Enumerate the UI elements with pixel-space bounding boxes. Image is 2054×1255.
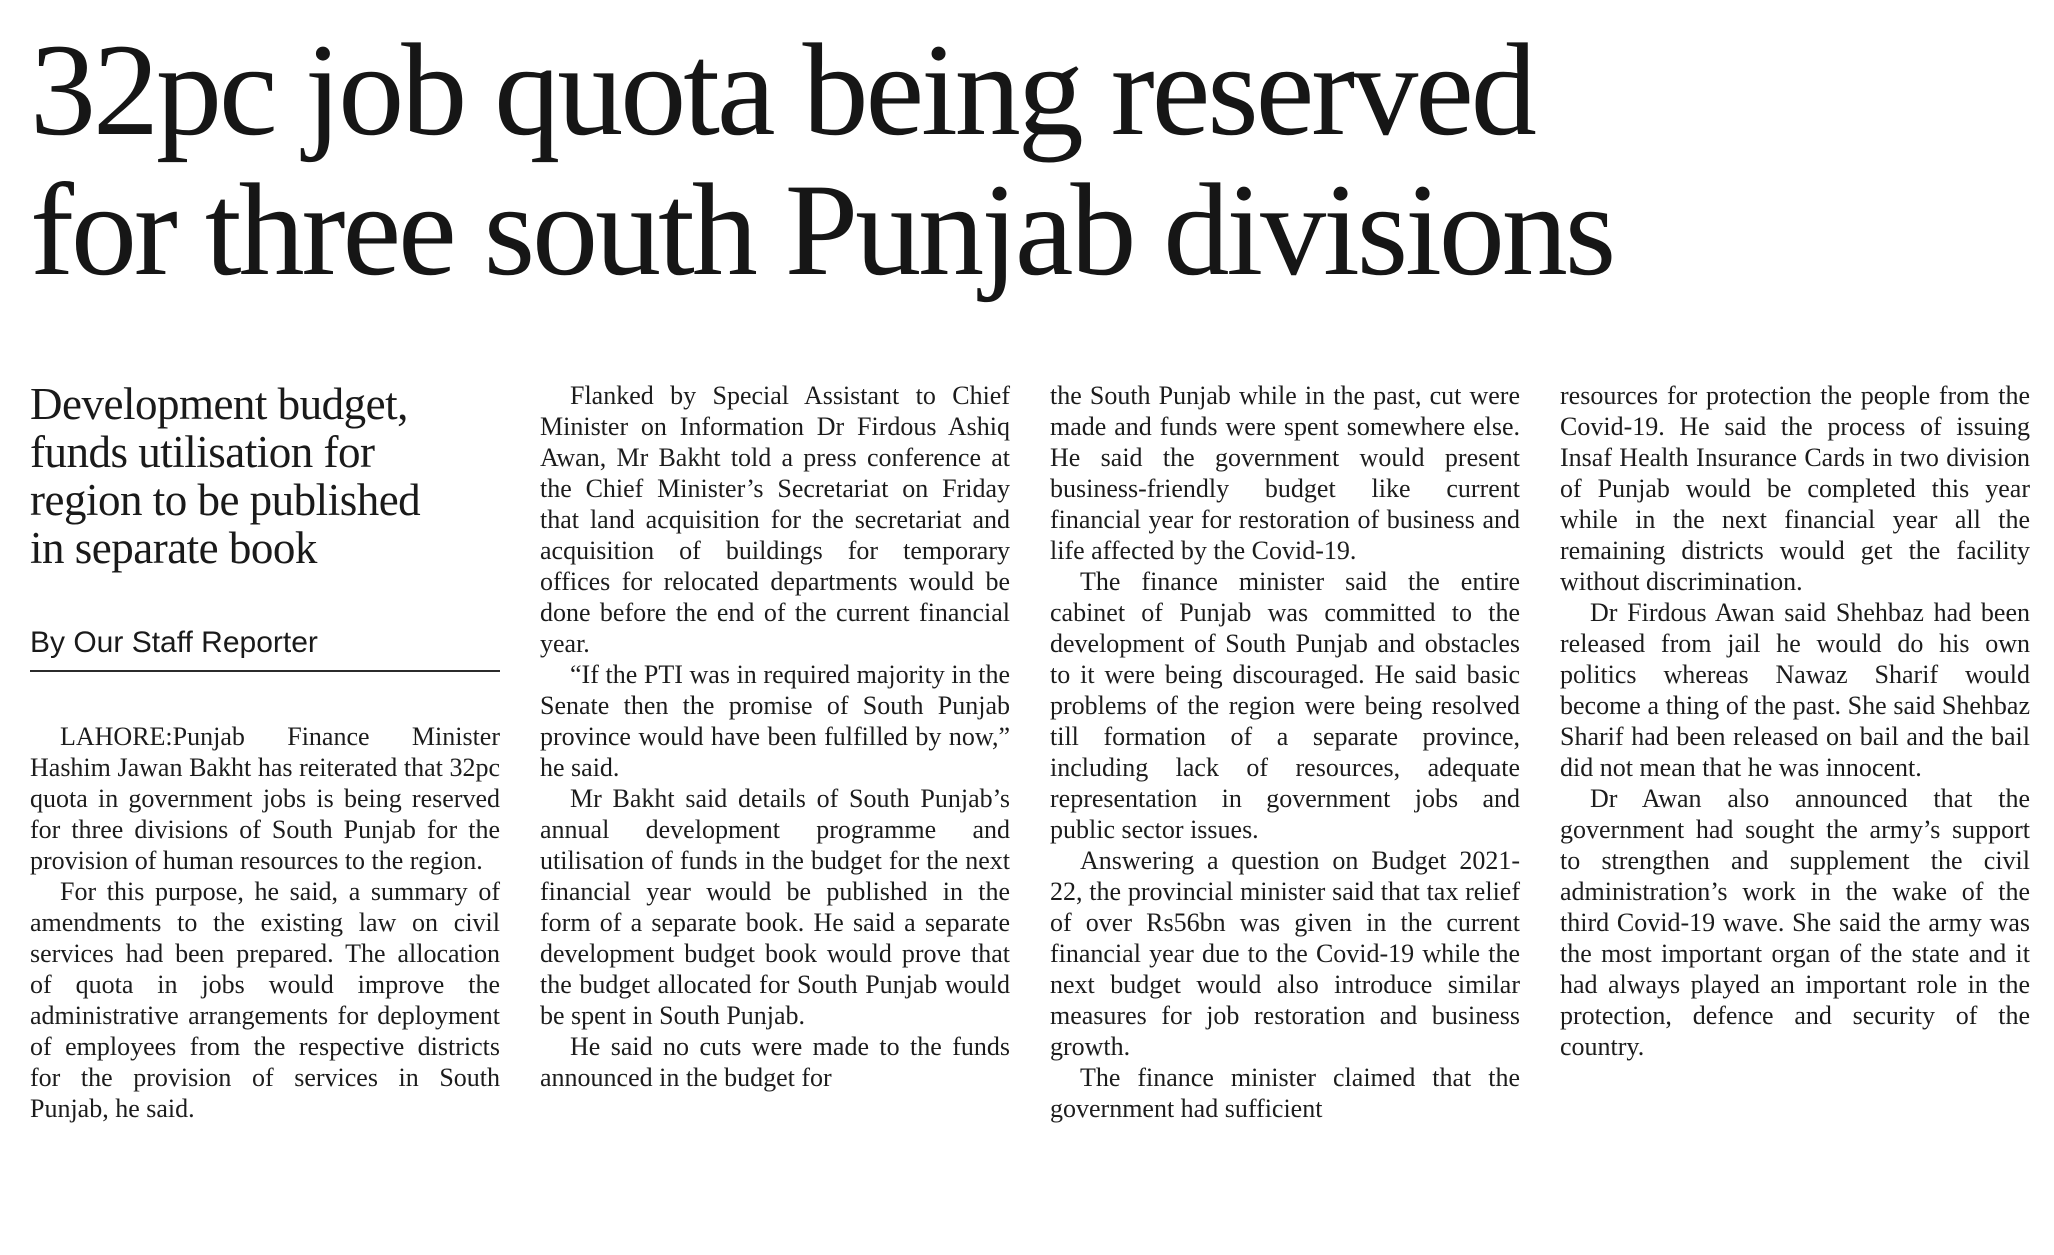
article-paragraph: The finance minister said the entire cabinet of Punjab was committed to the development of South Punjab and obstacles to it were being discouraged. He said basic problems of the region were being resolved till formation of a separate province, including lack of resources, adequate representation in government jobs and public sector issues.: [1050, 567, 1520, 844]
byline-rule: [30, 670, 500, 672]
article-column-2: [540, 380, 1010, 1093]
subheadline-line-2: funds utilisation for: [30, 427, 375, 477]
byline: By Our Staff Reporter: [30, 626, 318, 659]
article-column-4: [1560, 380, 2030, 1062]
article-paragraph-continued: the South Punjab while in the past, cut were made and funds were spent somewhere else. He said the government would present business-friendly budget like current financial year for restoration of business and life affected by the Covid-19.: [1050, 381, 1520, 565]
article-column-3: [1050, 380, 1520, 1124]
subheadline: [30, 380, 500, 572]
headline-line-2: for three south Punjab divisions: [30, 156, 1614, 303]
article-paragraph: He said no cuts were made to the funds announced in the budget for: [540, 1032, 1010, 1092]
article-paragraph: The finance minister claimed that the government had sufficient: [1050, 1063, 1520, 1123]
article-column-1: [30, 721, 500, 1124]
headline-line-1: 32pc job quota being reserved: [30, 16, 1534, 163]
article-paragraph: Mr Bakht said details of South Punjab’s annual development programme and utilisation of funds in the budget for the next financial year would be published in the form of a separate book. He said a separate development budget book would prove that the budget allocated for South Punjab would be spent in South Punjab.: [540, 784, 1010, 1030]
subheadline-line-1: Development budget,: [30, 379, 408, 429]
article-paragraph: Answering a question on Budget 2021-22, the provincial minister said that tax relief of over Rs56bn was given in the current financial year due to the Covid-19 while the next budget would also introduce similar measures for job restoration and business growth.: [1050, 846, 1520, 1061]
subheadline-line-3: region to be published: [30, 475, 421, 525]
article-paragraph: Dr Firdous Awan said Shehbaz had been released from jail he would do his own politics whereas Nawaz Sharif would become a thing of the past. She said Shehbaz Sharif had been released on bail and the bail did not mean that he was innocent.: [1560, 598, 2030, 782]
article-paragraph-continued: resources for protection the people from the Covid-19. He said the process of issuing Insaf Health Insurance Cards in two division of Punjab would be completed this year while in the next financial year all the remaining districts would get the facility without discrimination.: [1560, 381, 2030, 596]
article-paragraph: Dr Awan also announced that the government had sought the army’s support to strengthen and supplement the civil administration’s work in the wake of the third Covid-19 wave. She said the army was the most important organ of the state and it had always played an important role in the protection, defence and security of the country.: [1560, 784, 2030, 1061]
article-paragraph: Flanked by Special Assistant to Chief Minister on Information Dr Firdous Ashiq Awan, Mr Bakht told a press conference at the Chief Minister’s Secretariat on Friday that land acquisition for the secretariat and acquisition of buildings for temporary offices for relocated departments would be done before the end of the current financial year.: [540, 381, 1010, 658]
article-paragraph: LAHORE:Punjab Finance Minister Hashim Jawan Bakht has reiterated that 32pc quota in government jobs is being reserved for three divisions of South Punjab for the provision of human resources to the region.: [30, 722, 500, 875]
subheadline-line-4: in separate book: [30, 523, 317, 573]
article-paragraph: For this purpose, he said, a summary of amendments to the existing law on civil services had been prepared. The allocation of quota in jobs would improve the administrative arrangements for deployment of employees from the respective districts for the provision of services in South Punjab, he said.: [30, 877, 500, 1123]
headline: [30, 16, 2030, 303]
article-paragraph: “If the PTI was in required majority in the Senate then the promise of South Punjab province would have been fulfilled by now,” he said.: [540, 660, 1010, 782]
